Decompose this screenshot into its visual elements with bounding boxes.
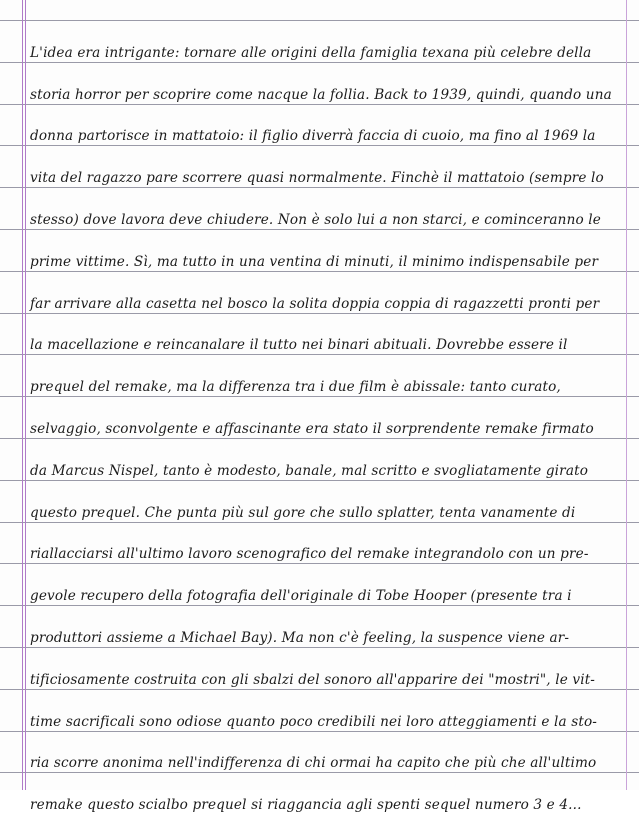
text-line-12: questo prequel. Che punta più sul gore che sullo splatter, tenta vanamente di [30, 505, 576, 521]
right-margin-line [626, 0, 627, 790]
text-line-5: stesso) dove lavora deve chiudere. Non è solo lui a non starci, e cominceranno le [30, 212, 601, 228]
text-line-15: produttori assieme a Michael Bay). Ma non c'è feeling, la suspence viene ar- [30, 630, 570, 646]
text-line-3: donna partorisce in mattatoio: il figlio diverrà faccia di cuoio, ma fino al 1969 la [30, 128, 596, 144]
text-line-10: selvaggio, sconvolgente e affascinante era stato il sorprendente remake firmato [30, 421, 594, 437]
text-line-9: prequel del remake, ma la differenza tra i due film è abissale: tanto curato, [30, 379, 561, 395]
text-line-14: gevole recupero della fotografia dell'originale di Tobe Hooper (presente tra i [30, 588, 572, 604]
text-line-16: tificiosamente costruita con gli sbalzi del sonoro all'apparire dei "mostri", le vit- [30, 672, 596, 688]
left-margin-line-inner [25, 0, 26, 790]
text-line-13: riallacciarsi all'ultimo lavoro scenografico del remake integrandolo con un pre- [30, 546, 589, 562]
ruled-line [0, 20, 639, 21]
text-line-2: storia horror per scoprire come nacque la follia. Back to 1939, quindi, quando una [30, 87, 612, 103]
text-line-11: da Marcus Nispel, tanto è modesto, banale, mal scritto e svogliatamente girato [30, 463, 589, 479]
text-line-8: la macellazione e reincanalare il tutto nei binari abituali. Dovrebbe essere il [30, 337, 568, 353]
text-line-19: remake questo scialbo prequel si riaggancia agli spenti sequel numero 3 e 4... [30, 797, 582, 813]
text-line-4: vita del ragazzo pare scorrere quasi normalmente. Finchè il mattatoio (sempre lo [30, 170, 604, 186]
text-line-17: time sacrificali sono odiose quanto poco credibili nei loro atteggiamenti e la sto- [30, 714, 598, 730]
text-line-18: ria scorre anonima nell'indifferenza di chi ormai ha capito che più che all'ultimo [30, 755, 597, 771]
text-line-1: L'idea era intrigante: tornare alle origini della famiglia texana più celebre della [30, 45, 592, 61]
text-line-6: prime vittime. Sì, ma tutto in una ventina di minuti, il minimo indispensabile per [30, 254, 599, 270]
left-margin-line [22, 0, 23, 790]
text-line-7: far arrivare alla casetta nel bosco la solita doppia coppia di ragazzetti pronti per [30, 296, 600, 312]
